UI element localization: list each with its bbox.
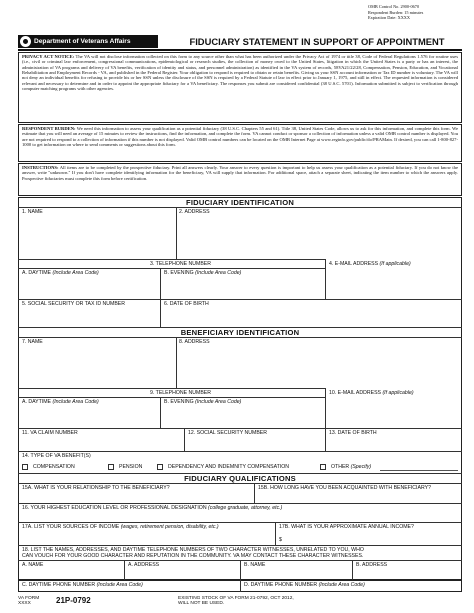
section-fiduciary-identification: FIDUCIARY IDENTIFICATION (185, 198, 294, 207)
respondent-burden (18, 124, 462, 162)
other-specify-line[interactable] (380, 470, 458, 471)
field-17b-annual-income[interactable]: 17B. WHAT IS YOUR APPROXIMATE ANNUAL INCOME? (279, 524, 414, 530)
privacy-text: The VA will not disclose information collected on this form to any source other than what has been authorized under the Privacy Act of 1974 or title 38, Code of Federal Regulations 1.576 for routine uses (i.e., civil or criminal law enforcement, congressional communications, epidemiological or research studies, the collection of money owed to the United States, litigation in which the United States is a party or has an interest, the administration of VA programs and delivery of VA benefits, verification of identity and status, and personnel administration) as identified in the VA system of records, 58VA21/22/28, Compensation, Pension, Education, and Vocational Rehabilitation and Employment Records - VA, and published in the Federal Register. Your obligation to respond is required to obtain or retain benefits. Giving us your SSN account information or Tax ID number is voluntary. The VA will not deny an individual benefits for refusing to provide his or her SSN unless the disclosure of the SSN is required by a Federal Statute of law in effect prior to January 1, 1975, and still in effect. The requested information is considered relevant and necessary to determine and in order to appoint the appropriate fiduciary for a VA beneficiary. The responses you submit are considered confidential (38 U.S.C. 5701). Information submitted is subject to verification through computer matching programs with other agencies. (22, 54, 458, 92)
divider (18, 207, 462, 208)
section-fiduciary-qualifications: FIDUCIARY QUALIFICATIONS (184, 474, 296, 483)
field-4-email[interactable]: 4. E-MAIL ADDRESS (If applicable) (329, 261, 411, 267)
field-5-ssn-tax-id[interactable]: 5. SOCIAL SECURITY OR TAX ID NUMBER (22, 301, 126, 307)
omb-burden: Respondent Burden: 15 minutes (368, 9, 424, 15)
field-15b-acquainted[interactable]: 15B. HOW LONG HAVE YOU BEEN ACQUAINTED WITH BENEFICIARY? (258, 485, 431, 491)
pension-checkbox[interactable] (108, 464, 114, 470)
divider (18, 545, 462, 546)
other-checkbox[interactable] (320, 464, 326, 470)
divider (240, 580, 241, 592)
compensation-checkbox[interactable] (22, 464, 28, 470)
field-13-date-of-birth[interactable]: 13. DATE OF BIRTH (329, 430, 377, 436)
divider (325, 259, 326, 299)
witness-b-address[interactable]: B. ADDRESS (356, 562, 388, 568)
annual-income-value: $ (279, 537, 282, 543)
burden-text: We need this information to assess your qualification as a potential fiduciary (38 U.S.C. Chapters 55 and 61). Title 38, United States Code, allows us to ask for this information, and complete this form. We estimate that you will need an average of 15 minutes to review the instructions, find the information, and complete the form. VA cannot conduct or sponsor a collection of information unless a valid OMB control number is displayed. You are not required to respond to a collection of information if this number is not displayed. Valid OMB control numbers can be located on the OMB Internet Page at www.reginfo.gov/public/do/PRAMain. If desired, you can call 1-800-827-1000 to get information on where to send comments or suggestions about this form. (22, 126, 458, 148)
other-label: OTHER (Specify) (331, 464, 372, 470)
witness-c-phone[interactable]: C. DAYTIME PHONE NUMBER (Include Area Code) (22, 582, 143, 588)
agency-name: Department of Veterans Affairs (34, 38, 131, 45)
section-beneficiary-identification: BENEFICIARY IDENTIFICATION (180, 328, 300, 337)
field-9-telephone: 9. TELEPHONE NUMBER (150, 390, 212, 396)
field-3a-daytime[interactable]: A. DAYTIME (Include Area Code) (22, 270, 99, 276)
divider (176, 207, 177, 259)
field-1-name[interactable]: 1. NAME (22, 209, 43, 215)
instructions-heading: INSTRUCTIONS: (22, 165, 59, 170)
witness-b-name[interactable]: B. NAME (244, 562, 266, 568)
dic-checkbox[interactable] (157, 464, 163, 470)
divider (275, 522, 276, 545)
footer-form-number: 21P-0792 (56, 596, 91, 605)
field-18-witnesses-line1: 18. LIST THE NAMES, ADDRESSES, AND DAYTIME TELEPHONE NUMBERS OF TWO CHARACTER WITNESSES, UNRELATED TO YOU, WHO (22, 547, 364, 553)
field-9a-daytime[interactable]: A. DAYTIME (Include Area Code) (22, 399, 99, 405)
field-10-email[interactable]: 10. E-MAIL ADDRESS (If applicable) (329, 390, 414, 396)
divider (18, 503, 462, 504)
field-7-name[interactable]: 7. NAME (22, 339, 43, 345)
field-3b-evening[interactable]: B. EVENING (Include Area Code) (164, 270, 242, 276)
instructions (18, 163, 462, 196)
divider (176, 337, 177, 388)
field-6-date-of-birth[interactable]: 6. DATE OF BIRTH (164, 301, 209, 307)
divider (18, 522, 462, 523)
divider (160, 268, 161, 299)
divider (18, 388, 325, 389)
field-8-address[interactable]: 8. ADDRESS (179, 339, 210, 345)
divider (325, 388, 326, 428)
divider (160, 299, 161, 327)
field-14-benefit-types: 14. TYPE OF VA BENEFIT(S) (22, 453, 91, 459)
field-3-telephone: 3. TELEPHONE NUMBER (150, 261, 212, 267)
header-rule (18, 49, 462, 51)
omb-info (368, 4, 468, 21)
divider (18, 428, 462, 429)
divider (18, 483, 462, 484)
divider (254, 483, 255, 503)
field-12-ssn[interactable]: 12. SOCIAL SECURITY NUMBER (188, 430, 267, 436)
omb-expiration: Expiration Date: XXXX (368, 15, 411, 21)
omb-control: OMB Control No. 2900-0670 (368, 4, 420, 9)
compensation-label: COMPENSATION (33, 464, 75, 470)
form-title: FIDUCIARY STATEMENT IN SUPPORT OF APPOINTMENT (189, 36, 445, 47)
instructions-text: All items are to be completed by the prospective fiduciary. Print all answers clearly. Your answer to every question is important to help us assess your qualification as a potential fiduciary. If you do not know the answer, write "unknown." If you don't have complete identifying information for the beneficiary, VA will supply that information. For additional space, attach a separate sheet, indicating the item number to which the answers apply. Prospective fiduciaries must complete this form before certification. (22, 165, 458, 181)
divider (325, 428, 326, 451)
divider (124, 560, 125, 580)
divider (18, 259, 325, 260)
privacy-act-notice (18, 52, 462, 123)
witness-d-phone[interactable]: D. DAYTIME PHONE NUMBER (Include Area Code) (244, 582, 365, 588)
burden-heading: RESPONDENT BURDEN: (22, 126, 76, 131)
divider (18, 268, 325, 269)
divider (240, 560, 241, 580)
divider (184, 428, 185, 451)
footer-form-label: VA FORM XXXX (18, 596, 40, 607)
pension-label: PENSION (119, 464, 143, 470)
field-16-education[interactable]: 16. YOUR HIGHEST EDUCATION LEVEL OR PROFESSIONAL DESIGNATION (college graduate, attorney, etc.) (22, 505, 283, 511)
field-11-va-claim-number[interactable]: 11. VA CLAIM NUMBER (22, 430, 78, 436)
dic-label: DEPENDENCY AND INDEMNITY COMPENSATION (168, 464, 290, 470)
divider (18, 397, 325, 398)
divider (160, 397, 161, 428)
va-seal-icon (20, 36, 31, 47)
field-18-witnesses-line2: CAN VOUCH FOR YOUR GOOD CHARACTER AND REPUTATION IN THE COMMUNITY. VA MAY CONTACT THESE CHARACTER WITNESSES. (22, 553, 364, 559)
footer-stock-note: EXISTING STOCK OF VA FORM 21-0792, OCT 2012, WILL NOT BE USED. (178, 596, 294, 607)
field-2-address[interactable]: 2. ADDRESS (179, 209, 210, 215)
privacy-heading: PRIVACY ACT NOTICE: (22, 54, 75, 59)
divider (18, 337, 462, 338)
divider (18, 299, 462, 300)
agency-logo (18, 35, 158, 48)
witness-a-address[interactable]: A. ADDRESS (128, 562, 160, 568)
divider (352, 560, 353, 580)
field-9b-evening[interactable]: B. EVENING (Include Area Code) (164, 399, 242, 405)
field-17a-income-sources[interactable]: 17A. LIST YOUR SOURCES OF INCOME (wages, retirement pension, disability, etc.) (22, 524, 219, 530)
witness-a-name[interactable]: A. NAME (22, 562, 44, 568)
field-15a-relationship[interactable]: 15A. WHAT IS YOUR RELATIONSHIP TO THE BENEFICIARY? (22, 485, 170, 491)
divider (18, 451, 462, 452)
